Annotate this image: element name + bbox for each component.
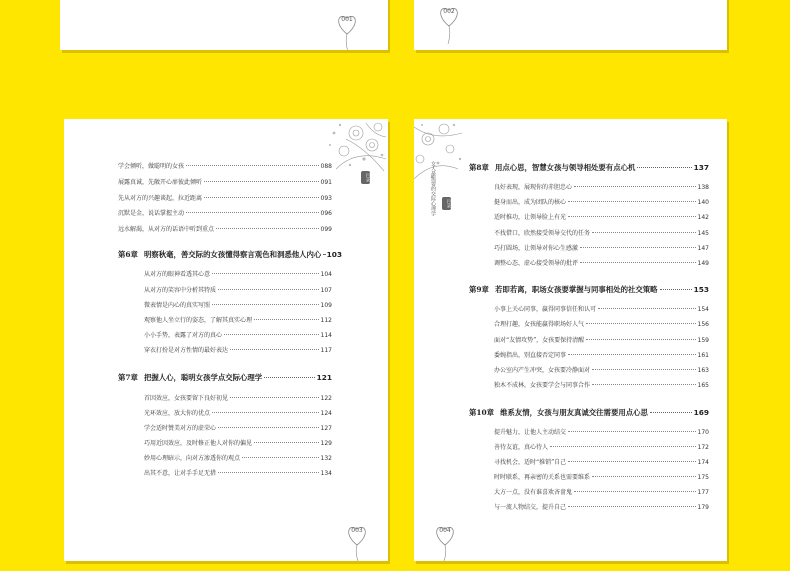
- page-002: [414, 0, 727, 50]
- toc-entry-title: 光环效应，放大你的优点: [144, 410, 211, 417]
- toc-entry-title: 大方一点，没有谁喜欢吝啬鬼: [494, 489, 573, 496]
- toc-entry-page: 142: [697, 214, 709, 221]
- toc-entry-page: 093: [320, 195, 332, 202]
- leader-dots: [580, 262, 696, 263]
- leader-dots: [204, 197, 319, 198]
- leader-dots: [568, 354, 696, 355]
- toc-entry[interactable]: [144, 330, 332, 339]
- toc-entry-title: 沉默是金，说话掌握主动: [118, 210, 185, 217]
- toc-entry-title: 良好表现，展现你的赤胆忠心: [494, 184, 573, 191]
- toc-entry-page: 156: [697, 321, 709, 328]
- leader-dots: [580, 247, 696, 248]
- toc-entry-title: 调整心态，虚心接受领导的批评: [494, 260, 579, 267]
- toc-entry[interactable]: [144, 315, 332, 324]
- toc-entry-page: 174: [697, 459, 709, 466]
- toc-entry[interactable]: [494, 335, 709, 344]
- toc-entry-page: 104: [320, 271, 332, 278]
- leader-dots: [592, 369, 696, 370]
- leader-dots: [186, 212, 319, 213]
- toc-entry-title: 出其不意，让对手手足无措: [144, 470, 217, 477]
- leader-dots: [568, 216, 696, 217]
- toc-entry[interactable]: [494, 197, 709, 206]
- toc-entry-page: 134: [320, 470, 332, 477]
- toc-entry-page: 163: [697, 367, 709, 374]
- toc-entry-title: 巧打圆场，让领导对你心生感激: [494, 245, 579, 252]
- toc-entry[interactable]: [118, 224, 332, 233]
- toc-entry[interactable]: [118, 208, 332, 217]
- leader-dots: [204, 181, 319, 182]
- toc-entry-page: 147: [697, 245, 709, 252]
- toc-entry[interactable]: [494, 472, 709, 481]
- toc-entry[interactable]: [494, 319, 709, 328]
- toc-entry-page: 159: [697, 337, 709, 344]
- balloon-page-number-004: [434, 523, 456, 561]
- toc-entry-title: 从对方的笑容中分析其特质: [144, 287, 217, 294]
- toc-entry[interactable]: [144, 393, 332, 402]
- toc-entry-page: 140: [697, 199, 709, 206]
- book-title-vertical: 女人最需要的交际心理学: [430, 161, 436, 216]
- page-number: 004: [439, 527, 451, 534]
- leader-dots: [592, 384, 696, 385]
- leader-dots: [264, 377, 314, 378]
- toc-entry-page: 175: [697, 474, 709, 481]
- toc-entry-page: 161: [697, 352, 709, 359]
- page-001: [60, 0, 388, 50]
- leader-dots: [230, 397, 319, 398]
- toc-entry-title: 先从对方的兴趣谈起，拉近距离: [118, 195, 203, 202]
- toc-entry-page: 165: [697, 382, 709, 389]
- toc-entry-page: 122: [320, 395, 332, 402]
- toc-entry-title: 小事上关心同事，赢得同事信任和认可: [494, 306, 597, 313]
- toc-entry-title: 挺身而出，成为团队的核心: [494, 199, 567, 206]
- toc-entry[interactable]: [144, 408, 332, 417]
- toc-entry[interactable]: [494, 228, 709, 237]
- toc-entry-title: 从对方的眼神看透其心意: [144, 271, 211, 278]
- toc-entry[interactable]: [494, 258, 709, 267]
- leader-dots: [574, 491, 696, 492]
- toc-badge: 目录: [442, 197, 451, 210]
- toc-chapter-10[interactable]: [469, 407, 709, 418]
- leader-dots: [568, 506, 696, 507]
- leader-dots: [598, 308, 696, 309]
- toc-entry[interactable]: [144, 300, 332, 309]
- toc-entry-page: 179: [697, 504, 709, 511]
- toc-entry-title: 委婉指出，别直接否定同事: [494, 352, 567, 359]
- chapter-number: 第7章: [118, 373, 138, 382]
- toc-entry[interactable]: [144, 285, 332, 294]
- toc-entry-title: 观察他人坐立行的姿态，了解其真实心理: [144, 317, 253, 324]
- page-number: 003: [351, 527, 363, 534]
- toc-entry-title: 展露真诚，先敞开心扉彼此倾听: [118, 179, 203, 186]
- chapter-title: 把握人心，聪明女孩学点交际心理学: [143, 373, 263, 382]
- chapter-title: 用点心思，智慧女孩与领导相处要有点心机: [494, 163, 636, 172]
- toc-entry-title: 远水解渴，从对方的话语中听到重点: [118, 226, 215, 233]
- chapter-number: 第8章: [469, 163, 489, 172]
- toc-entry[interactable]: [494, 487, 709, 496]
- chapter-page: 169: [693, 408, 709, 417]
- toc-entry-page: 109: [320, 302, 332, 309]
- leader-dots: [212, 304, 319, 305]
- leader-dots: [212, 412, 319, 413]
- toc-entry-page: 129: [320, 440, 332, 447]
- toc-entry-page: 107: [320, 287, 332, 294]
- toc-entry-page: 177: [697, 489, 709, 496]
- toc-entry-page: 096: [320, 210, 332, 217]
- toc-entry-page: 149: [697, 260, 709, 267]
- leader-dots: [586, 339, 695, 340]
- toc-entry[interactable]: [494, 182, 709, 191]
- toc-entry-title: 面对“友情攻势”，女孩要保持清醒: [494, 337, 585, 344]
- toc-entry-title: 不找借口，欣然接受领导交代的任务: [494, 230, 591, 237]
- chapter-page: 137: [693, 163, 709, 172]
- toc-entry-page: 127: [320, 425, 332, 432]
- toc-entry-title: 学会倾听，做聪明的女孩: [118, 163, 185, 170]
- toc-entry-title: 小小手势，表露了对方的真心: [144, 332, 223, 339]
- balloon-page-number-002: [438, 4, 460, 44]
- toc-chapter-6[interactable]: [118, 249, 342, 260]
- leader-dots: [218, 427, 319, 428]
- toc-entry-title: 独木不成林，女孩要学会与同事合作: [494, 382, 591, 389]
- leader-dots: [574, 186, 696, 187]
- leader-dots: [568, 201, 696, 202]
- leader-dots: [186, 165, 319, 166]
- toc-entry[interactable]: [118, 161, 332, 170]
- chapter-page: 103: [326, 250, 342, 259]
- toc-entry[interactable]: [494, 380, 709, 389]
- toc-entry-page: 170: [697, 429, 709, 436]
- leader-dots: [218, 289, 319, 290]
- toc-entry-title: 学会适时赞美对方的虚荣心: [144, 425, 217, 432]
- toc-entry-title: 微表情是内心的真实写照: [144, 302, 211, 309]
- toc-entry-title: 时时联系，再亲密的关系也需要维系: [494, 474, 591, 481]
- toc-entry-page: 154: [697, 306, 709, 313]
- page-number: 001: [341, 16, 353, 23]
- toc-chapter-7[interactable]: [118, 372, 332, 383]
- toc-entry-page: 138: [697, 184, 709, 191]
- toc-entry[interactable]: [144, 423, 332, 432]
- toc-entry-title: 合理打趣，女孩能赢得职场好人气: [494, 321, 585, 328]
- leader-dots: [550, 446, 696, 447]
- toc-entry[interactable]: [144, 468, 332, 477]
- toc-chapter-9[interactable]: [469, 284, 709, 295]
- toc-entry[interactable]: [118, 193, 332, 202]
- toc-entry-page: 091: [320, 179, 332, 186]
- toc-entry-title: 提升魅力，让他人主动结交: [494, 429, 567, 436]
- page-003: [64, 119, 388, 561]
- toc-entry-page: 088: [320, 163, 332, 170]
- toc-entry-page: 132: [320, 455, 332, 462]
- toc-entry-title: 适时推功，让领导脸上有光: [494, 214, 567, 221]
- toc-badge: 目录: [361, 171, 370, 184]
- toc-entry[interactable]: [144, 269, 332, 278]
- leader-dots: [568, 431, 696, 432]
- chapter-title: 明察秋毫，善交际的女孩懂得察言观色和洞悉他人内心: [143, 250, 322, 259]
- toc-entry[interactable]: [144, 453, 332, 462]
- toc-entry-page: 099: [320, 226, 332, 233]
- leader-dots: [586, 323, 696, 324]
- toc-entry-page: 112: [320, 317, 332, 324]
- leader-dots: [218, 472, 319, 473]
- toc-entry[interactable]: [494, 457, 709, 466]
- toc-entry[interactable]: [144, 345, 332, 354]
- chapter-number: 第9章: [469, 285, 489, 294]
- floral-decoration: [414, 119, 466, 199]
- toc-entry[interactable]: [494, 365, 709, 374]
- toc-entry-page: 124: [320, 410, 332, 417]
- chapter-title: 维系友情，女孩与朋友真诚交往需要用点心思: [500, 408, 648, 417]
- toc-entry-title: 善待友谊，真心待人: [494, 444, 549, 451]
- leader-dots: [254, 442, 319, 443]
- leader-dots: [323, 254, 324, 255]
- chapter-title: 若即若离，职场女孩要掌握与同事相处的社交策略: [494, 285, 658, 294]
- leader-dots: [660, 289, 692, 290]
- chapter-number: 第6章: [118, 250, 138, 259]
- chapter-number: 第10章: [469, 408, 495, 417]
- leader-dots: [637, 167, 691, 168]
- toc-entry[interactable]: [118, 177, 332, 186]
- leader-dots: [592, 476, 696, 477]
- toc-entry-title: 与一流人物结交，提升自己: [494, 504, 567, 511]
- toc-entry[interactable]: [494, 304, 709, 313]
- page-number: 002: [443, 8, 455, 15]
- toc-entry-title: 首因效应，女孩要留下良好初见: [144, 395, 229, 402]
- balloon-page-number-001: [336, 12, 358, 50]
- toc-entry[interactable]: [494, 502, 709, 511]
- balloon-page-number-003: [346, 523, 368, 561]
- toc-entry-title: 穿衣打扮是对方性情的最好表达: [144, 347, 229, 354]
- toc-entry[interactable]: [494, 442, 709, 451]
- toc-entry-page: 117: [320, 347, 332, 354]
- toc-entry-title: 寻找机会，适时“推销”自己: [494, 459, 567, 466]
- leader-dots: [568, 461, 695, 462]
- toc-entry-title: 办公室内产生冲突，女孩要冷静面对: [494, 367, 591, 374]
- toc-entry-page: 114: [320, 332, 332, 339]
- toc-entry-title: 巧用近因效应，及时修正他人对你的偏见: [144, 440, 253, 447]
- toc-entry[interactable]: [494, 243, 709, 252]
- toc-entry[interactable]: [494, 427, 709, 436]
- leader-dots: [592, 232, 696, 233]
- leader-dots: [224, 334, 319, 335]
- floral-decoration: [326, 119, 388, 181]
- toc-chapter-8[interactable]: [469, 162, 709, 173]
- toc-entry-page: 172: [697, 444, 709, 451]
- leader-dots: [650, 412, 692, 413]
- chapter-page: 121: [316, 373, 332, 382]
- leader-dots: [242, 457, 319, 458]
- toc-entry-page: 145: [697, 230, 709, 237]
- leader-dots: [254, 319, 319, 320]
- chapter-page: 153: [693, 285, 709, 294]
- toc-entry[interactable]: [494, 212, 709, 221]
- toc-entry-title: 妙用心理暗示，向对方渗透你的观点: [144, 455, 241, 462]
- leader-dots: [216, 228, 319, 229]
- page-004: [414, 119, 727, 561]
- leader-dots: [230, 349, 319, 350]
- toc-entry[interactable]: [494, 350, 709, 359]
- leader-dots: [212, 273, 319, 274]
- toc-entry[interactable]: [144, 438, 332, 447]
